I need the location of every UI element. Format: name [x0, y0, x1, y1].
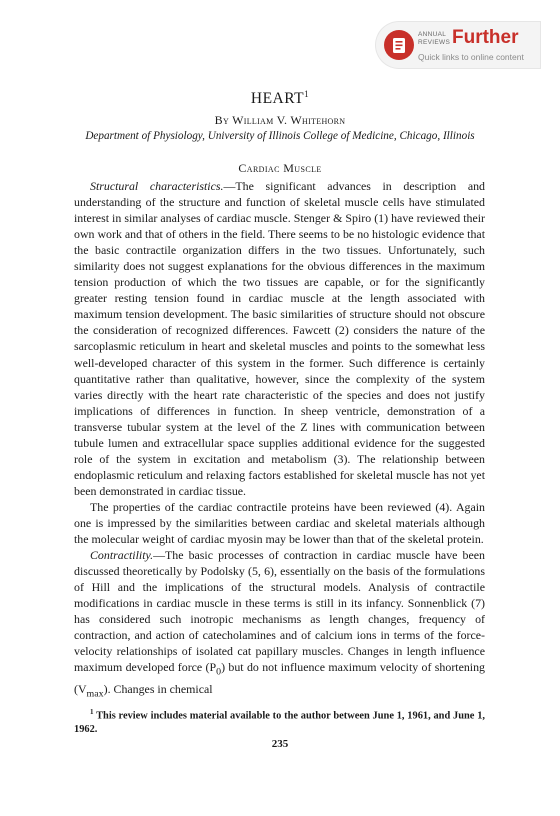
subscript: max — [86, 688, 104, 700]
badge-reviews: REVIEWS — [418, 38, 451, 46]
annual-reviews-further-badge[interactable] — [376, 22, 540, 68]
article-body — [74, 178, 485, 702]
footnote-text: This review includes material available to the author between June 1, 1961, and June 1, 1962. — [74, 710, 485, 736]
paragraph-heading: Structural characteristics. — [90, 179, 224, 193]
footnote — [74, 705, 485, 737]
article-affiliation: Department of Physiology, University of Illinois College of Medicine, Chicago, Illinois — [85, 130, 475, 142]
badge-further: Further — [452, 27, 519, 48]
page-number: 235 — [271, 738, 289, 750]
paragraph-text: ) but do not influence maximum velocity of shortening (V — [74, 660, 485, 696]
article-author: By William V. Whitehorn — [214, 113, 346, 127]
paragraph-structural — [74, 178, 485, 499]
article-title — [0, 89, 560, 108]
footnote-marker: 1 — [90, 708, 94, 716]
badge-publisher — [418, 31, 452, 46]
paragraph-text: —The significant advances in description and understanding of the structure and function of skeletal muscle cells have stimulated interest in similar analyses of cardiac muscle. Stenger & Spiro (1) have reviewed their own work and that of others in the field. There seems to be no histologic evidence that the basic contractile organization differs in the two tissues. Unfortunately, such similarity does not suggest explanations for the obvious differences in the maximum tension production of which the two tissues are capable, or for the significantly greater resting tension found in cardiac muscle at the length associated with maximum tension development. The basic similarities of structure should not obscure the consideration of recognized differences. Fawcett (2) considers the nature of the sarcoplasmic reticulum in heart and skeletal muscles and points to the somewhat less well-developed character of this system in the former. Such difference is certainly quantitative rather than qualitative, however, since the complexity of the system varies directly with the heart rate characteristic of the species and does not justify implications of differences in function. In sheep ventricle, demonstration of a transverse tubular system at the level of the Z lines with communication between tubule lumen and extracellular space supplies additional evidence for the suggested role of the system in excitation and metabolism (3). The relationship between endoplasmic reticulum and relaxing factors established for skeletal muscle has not yet been demonstrated in cardiac tissue. — [74, 179, 486, 498]
further-logo-icon — [384, 30, 414, 60]
title-text: HEART — [250, 90, 305, 108]
paragraph-text: ). Changes in chemical — [103, 681, 213, 696]
paragraph-text: —The basic processes of contraction in cardiac muscle have been discussed theoretically by Podolsky (5, 6), essentially on the basis of the formulations of Hill and the implications of the structural models. Analysis of contractile modifications in cardiac muscle in these terms is still in its infancy. Sonnenblick (7) has considered such inotropic mechanisms as length changes, frequency of contraction, and action of catecholamines and of calcium ions in terms of the force-velocity relationships of isolated cat papillary muscles. Changes in length influence maximum developed force (P — [74, 548, 485, 675]
title-footnote-marker: 1 — [304, 89, 310, 99]
paragraph-contractility — [74, 547, 485, 702]
paragraph-text: The properties of the cardiac contractile proteins have been reviewed (4). Again one is impressed by the similarities between cardiac and skeletal materials although the molecular weight of cardiac myosin may be lower than that of the skeletal protein. — [74, 499, 485, 547]
badge-annual: ANNUAL — [418, 31, 447, 38]
badge-subtitle: Quick links to online content — [418, 52, 524, 62]
section-heading: Cardiac Muscle — [238, 161, 322, 175]
subscript: 0 — [216, 666, 222, 678]
paragraph-heading: Contractility. — [90, 548, 154, 563]
paragraph-proteins — [74, 499, 485, 547]
